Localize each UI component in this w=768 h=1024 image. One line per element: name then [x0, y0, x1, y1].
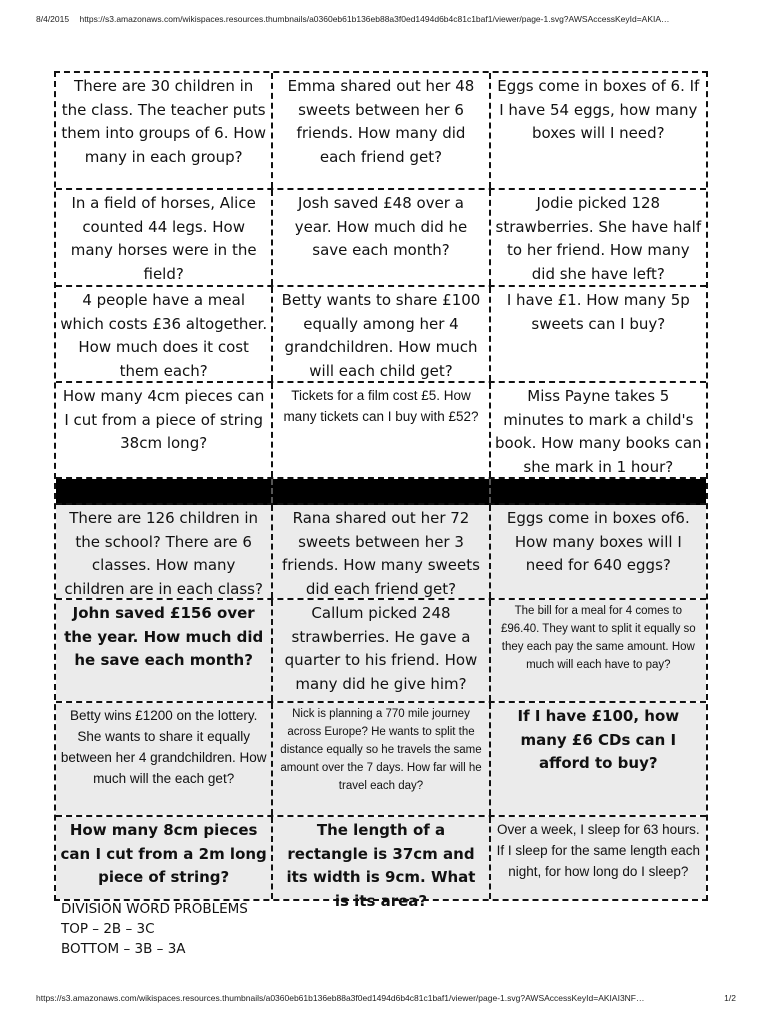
worksheet-caption: [61, 899, 248, 959]
problem-card: There are 126 children in the school? There are 6 classes. How many children are in each class?: [56, 505, 271, 598]
problem-card: Nick is planning a 770 mile journey across Europe? He wants to split the distance equally so he travels the same amount over the 7 days. How far will he travel each day?: [271, 703, 488, 815]
problem-card: Over a week, I sleep for 63 hours. If I sleep for the same length each night, for how long do I sleep?: [489, 817, 706, 899]
top-row-1: [56, 73, 706, 190]
caption-top-level: TOP – 2B – 3C: [61, 921, 155, 937]
bottom-row-2: [56, 600, 706, 703]
problem-card: How many 4cm pieces can I cut from a piece of string 38cm long?: [62, 387, 265, 452]
caption-bottom-level: BOTTOM – 3B – 3A: [61, 941, 186, 957]
caption-title: DIVISION WORD PROBLEMS: [61, 901, 248, 917]
header-url: https://s3.amazonaws.com/wikispaces.resources.thumbnails/a0360eb61b136eb88a3f0ed1494d6b4c81c1baf1/viewer/page-1.svg?AWSAccessKeyId=AKIA…: [79, 14, 670, 24]
problem-card: Eggs come in boxes of6. How many boxes will I need for 640 eggs?: [489, 505, 706, 598]
print-footer: [36, 993, 736, 1003]
problem-card: John saved £156 over the year. How much did he save each month?: [56, 600, 271, 701]
footer-url: https://s3.amazonaws.com/wikispaces.resources.thumbnails/a0360eb61b136eb88a3f0ed1494d6b4c81c1baf1/viewer/page-1.svg?AWSAccessKeyId=AKIAI3NF…: [36, 993, 645, 1003]
problem-card: In a field of horses, Alice counted 44 legs. How many horses were in the field?: [70, 194, 257, 283]
problem-card: The bill for a meal for 4 comes to £96.40. They want to split it equally so they each pay the same amount. How much will each have to pay?: [489, 600, 706, 701]
problem-card: Betty wins £1200 on the lottery. She wants to share it equally between her 4 grandchildren. How much will the each get?: [56, 703, 271, 815]
bottom-row-1: [56, 505, 706, 600]
problem-card: Miss Payne takes 5 minutes to mark a child's book. How many books can she mark in 1 hour?: [489, 383, 706, 477]
problem-card: The length of a rectangle is 37cm and its width is 9cm. What is its area?: [271, 817, 488, 899]
problem-card: Eggs come in boxes of 6. If I have 54 eggs, how many boxes will I need?: [489, 73, 706, 188]
problem-card: 4 people have a meal which costs £36 altogether. How much does it cost them each?: [60, 291, 268, 380]
section-divider: [56, 479, 706, 505]
problem-card: Betty wants to share £100 equally among her 4 grandchildren. How much will each child get?: [271, 287, 488, 381]
problem-card: I have £1. How many 5p sweets can I buy?: [489, 287, 706, 381]
problem-card: Josh saved £48 over a year. How much did he save each month?: [271, 190, 488, 285]
problem-card: Emma shared out her 48 sweets between her 6 friends. How many did each friend get?: [271, 73, 488, 188]
problem-card: Callum picked 248 strawberries. He gave a quarter to his friend. How many did he give him?: [271, 600, 488, 701]
top-row-3: [56, 287, 706, 383]
top-row-2: [56, 190, 706, 287]
problem-card: Tickets for a film cost £5. How many tickets can I buy with £52?: [271, 383, 488, 477]
print-date: 8/4/2015: [36, 14, 70, 24]
problem-card: There are 30 children in the class. The teacher puts them into groups of 6. How many in each group?: [61, 77, 266, 166]
bottom-row-3: [56, 703, 706, 817]
top-row-4: [56, 383, 706, 479]
page-number: 1/2: [724, 993, 736, 1003]
problem-card: How many 8cm pieces can I cut from a 2m long piece of string?: [56, 817, 271, 899]
problem-card: If I have £100, how many £6 CDs can I afford to buy?: [489, 703, 706, 815]
problem-card: Rana shared out her 72 sweets between her 3 friends. How many sweets did each friend get?: [271, 505, 488, 598]
print-header: [36, 14, 736, 24]
problem-card: Jodie picked 128 strawberries. She have half to her friend. How many did she have left?: [489, 190, 706, 285]
